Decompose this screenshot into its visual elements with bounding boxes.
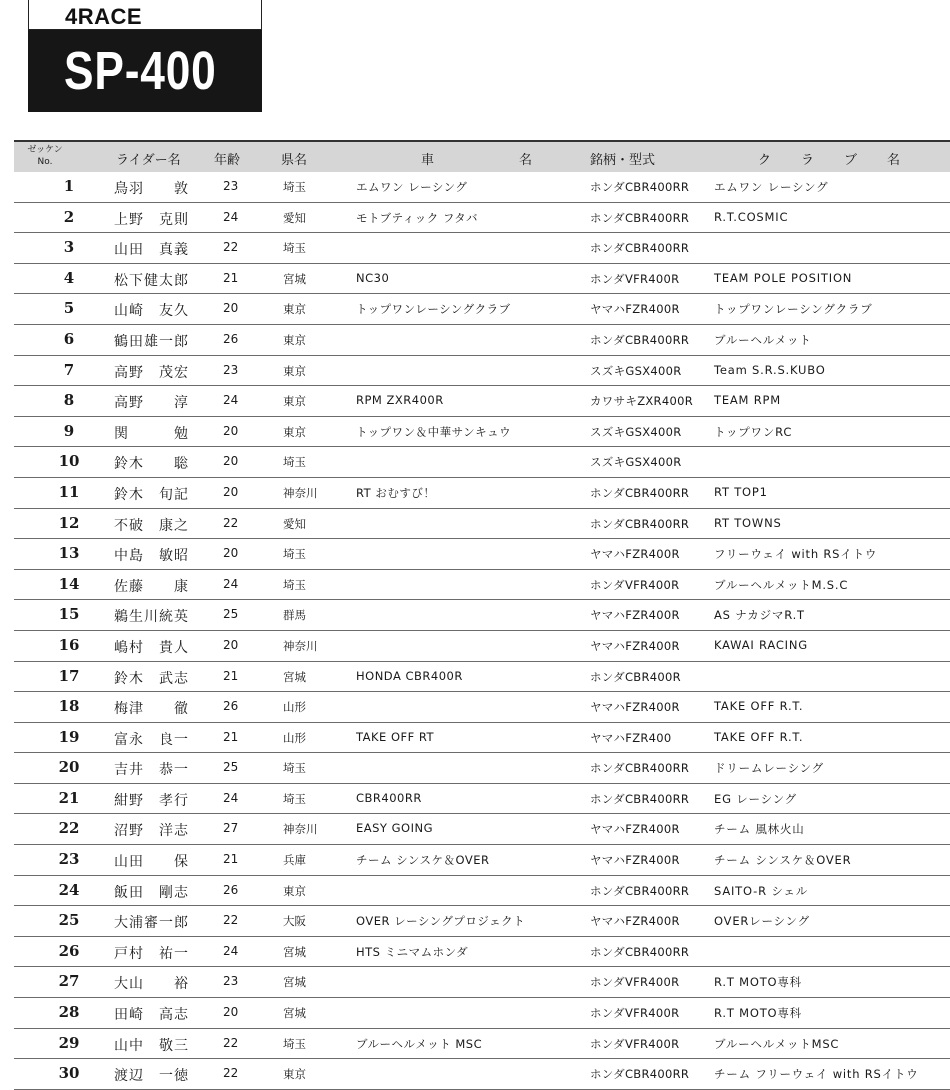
- club-name: TAKE OFF R.T.: [714, 729, 804, 744]
- table-row: [14, 1029, 950, 1060]
- rider-name: 山田 真義: [114, 242, 189, 259]
- team-name: エムワン レーシング: [356, 180, 468, 194]
- club-name: OVERレーシング: [714, 914, 810, 929]
- rider-age: 20: [223, 484, 239, 499]
- machine-model: ホンダCBR400RR: [590, 761, 690, 776]
- rider-name: 大山 裕: [114, 976, 189, 993]
- club-name: RT TOP1: [714, 484, 768, 499]
- team-name: チーム シンスケ＆OVER: [356, 853, 490, 868]
- machine-model: ホンダVFR400R: [590, 577, 680, 592]
- machine-model: ホンダCBR400RR: [590, 1067, 690, 1082]
- rider-name: 鈴木 武志: [114, 670, 189, 687]
- race-class-title: SP-400: [64, 41, 217, 101]
- rider-age: 20: [223, 423, 239, 438]
- team-name: EASY GOING: [356, 821, 433, 836]
- rider-name: 関 勉: [114, 425, 189, 442]
- rider-prefecture: 埼玉: [283, 455, 306, 470]
- machine-model: ヤマハFZR400R: [590, 638, 680, 653]
- entry-number: 4: [63, 268, 75, 287]
- entry-number: 24: [58, 880, 80, 899]
- table-row: [14, 967, 950, 998]
- entry-number: 12: [58, 513, 80, 532]
- race-header: [28, 0, 262, 112]
- rider-name: 沼野 洋志: [114, 823, 189, 840]
- club-name: ブルーヘルメット: [714, 332, 812, 347]
- entry-number: 17: [58, 666, 80, 685]
- rider-age: 26: [223, 699, 239, 714]
- table-row: [14, 356, 950, 387]
- rider-age: 26: [223, 331, 239, 346]
- rider-name: 中島 敏昭: [114, 548, 189, 565]
- entry-number: 2: [63, 207, 75, 226]
- rider-age: 22: [223, 913, 239, 928]
- table-row: [14, 814, 950, 845]
- club-name: フリーウェイ with RSイトウ: [714, 547, 878, 562]
- club-name: R.T MOTO専科: [714, 1006, 802, 1021]
- table-row: [14, 509, 950, 540]
- club-name: R.T.COSMIC: [714, 209, 789, 224]
- table-row: [14, 600, 950, 631]
- rider-prefecture: 大阪: [283, 914, 306, 929]
- table-row: [14, 478, 950, 509]
- rider-name: 田崎 高志: [114, 1007, 189, 1024]
- rider-prefecture: 東京: [283, 332, 306, 347]
- machine-model: ホンダCBR400RR: [590, 332, 690, 347]
- entry-number: 11: [58, 482, 80, 501]
- table-row: [14, 631, 950, 662]
- entry-number: 5: [63, 299, 75, 318]
- entry-number: 6: [63, 329, 75, 348]
- entry-number: 10: [58, 452, 80, 471]
- rider-prefecture: 東京: [283, 302, 306, 317]
- club-name: チーム 風林火山: [714, 822, 805, 837]
- club-name: TAKE OFF R.T.: [714, 699, 804, 714]
- header-rider: ライダー名: [116, 153, 181, 168]
- team-name: NC30: [356, 270, 390, 285]
- entry-number: 9: [63, 421, 75, 440]
- rider-age: 23: [223, 362, 239, 377]
- table-row: [14, 570, 950, 601]
- rider-age: 23: [223, 179, 239, 193]
- rider-age: 25: [223, 760, 239, 775]
- club-name: TEAM RPM: [714, 393, 781, 408]
- table-row: [14, 692, 950, 723]
- machine-model: ホンダVFR400R: [590, 1006, 680, 1021]
- entry-number: 30: [58, 1064, 80, 1083]
- rider-name: 梅津 徹: [114, 701, 189, 718]
- entry-number: 29: [58, 1033, 80, 1052]
- table-row: [14, 662, 950, 693]
- club-name: ブルーヘルメットM.S.C: [714, 577, 849, 592]
- club-name: R.T MOTO専科: [714, 975, 802, 990]
- club-name: ブルーヘルメットMSC: [714, 1036, 840, 1051]
- rider-age: 21: [223, 852, 239, 867]
- machine-model: ホンダCBR400RR: [590, 944, 690, 959]
- rider-age: 27: [223, 821, 239, 836]
- machine-model: ホンダCBR400RR: [590, 791, 690, 806]
- table-row: [14, 539, 950, 570]
- table-row: [14, 264, 950, 295]
- table-row: [14, 386, 950, 417]
- team-name: トップワン＆中華サンキュウ: [356, 424, 512, 439]
- table-row: [14, 753, 950, 784]
- rider-name: 高野 淳: [114, 395, 189, 412]
- club-name: トップワンレーシングクラブ: [714, 302, 873, 317]
- table-row: [14, 203, 950, 234]
- rider-prefecture: 宮城: [283, 271, 306, 286]
- entry-number: 22: [58, 819, 80, 838]
- header-club: クラブ名: [758, 153, 931, 168]
- entry-number: 1: [63, 177, 75, 195]
- rider-age: 21: [223, 668, 239, 683]
- team-name: HTS ミニマムホンダ: [356, 944, 469, 959]
- header-number-line1: ゼッケン: [27, 145, 63, 155]
- machine-model: ホンダVFR400R: [590, 975, 680, 990]
- entry-number: 20: [58, 758, 80, 777]
- rider-prefecture: 兵庫: [283, 853, 306, 868]
- machine-model: ホンダCBR400RR: [590, 883, 690, 898]
- machine-model: ヤマハFZR400R: [590, 608, 680, 623]
- machine-model: ホンダCBR400R: [590, 669, 681, 684]
- machine-model: ヤマハFZR400R: [590, 853, 680, 868]
- entry-number: 25: [58, 911, 80, 930]
- rider-name: 山中 敬三: [114, 1037, 189, 1054]
- rider-prefecture: 神奈川: [283, 638, 318, 653]
- entry-number: 28: [58, 1003, 80, 1022]
- rider-prefecture: 愛知: [283, 516, 306, 531]
- rider-prefecture: 山形: [283, 730, 306, 745]
- entry-number: 7: [63, 360, 75, 379]
- rider-name: 鳥羽 敦: [114, 181, 189, 197]
- table-row: [14, 876, 950, 907]
- machine-model: ヤマハFZR400R: [590, 914, 680, 929]
- team-name: CBR400RR: [356, 790, 422, 805]
- rider-prefecture: 宮城: [283, 944, 306, 959]
- rider-age: 20: [223, 637, 239, 652]
- header-age: 年齢: [214, 153, 241, 168]
- table-row: [14, 723, 950, 754]
- rider-name: 富永 良一: [114, 731, 189, 748]
- entry-number: 26: [58, 941, 80, 960]
- rider-name: 鵜生川統英: [114, 609, 189, 626]
- rider-name: 戸村 祐一: [114, 945, 189, 962]
- header-number-line2: No.: [37, 157, 53, 167]
- rider-age: 24: [223, 943, 239, 958]
- machine-model: スズキGSX400R: [590, 424, 682, 439]
- club-name: KAWAI RACING: [714, 637, 808, 652]
- club-name: Team S.R.S.KUBO: [714, 362, 826, 377]
- table-row: [14, 325, 950, 356]
- table-row: [14, 417, 950, 448]
- rider-name: 吉井 恭一: [114, 762, 189, 779]
- entry-number: 19: [58, 727, 80, 746]
- table-row: [14, 784, 950, 815]
- rider-prefecture: 埼玉: [283, 791, 306, 806]
- rider-age: 22: [223, 1035, 239, 1050]
- team-name: HONDA CBR400R: [356, 668, 463, 683]
- rider-name: 山崎 友久: [114, 303, 189, 320]
- club-name: RT TOWNS: [714, 515, 782, 530]
- machine-model: ヤマハFZR400: [590, 730, 672, 745]
- rider-age: 24: [223, 576, 239, 591]
- rider-name: 紺野 孝行: [114, 792, 189, 809]
- table-row: [14, 233, 950, 264]
- rider-age: 20: [223, 1005, 239, 1020]
- team-name: RPM ZXR400R: [356, 393, 444, 408]
- rider-prefecture: 東京: [283, 1067, 306, 1082]
- table-row: [14, 294, 950, 325]
- rider-prefecture: 東京: [283, 424, 306, 439]
- entry-number: 15: [58, 605, 80, 624]
- rider-prefecture: 埼玉: [283, 577, 306, 592]
- header-team-2: 名: [519, 153, 533, 168]
- club-name: AS ナカジマR.T: [714, 608, 805, 623]
- rider-age: 20: [223, 301, 239, 316]
- rider-prefecture: 宮城: [283, 669, 306, 684]
- rider-name: 鈴木 旬記: [114, 486, 189, 503]
- rider-prefecture: 宮城: [283, 1006, 306, 1021]
- rider-prefecture: 埼玉: [283, 547, 306, 562]
- machine-model: ヤマハFZR400R: [590, 822, 680, 837]
- rider-age: 26: [223, 882, 239, 897]
- rider-age: 22: [223, 1066, 239, 1081]
- race-class-box: [28, 30, 262, 112]
- entry-number: 8: [63, 391, 75, 410]
- table-header: [14, 140, 950, 172]
- rider-age: 22: [223, 240, 239, 255]
- club-name: TEAM POLE POSITION: [714, 270, 853, 285]
- machine-model: ヤマハFZR400R: [590, 302, 680, 317]
- rider-age: 23: [223, 974, 239, 989]
- machine-model: ホンダCBR400RR: [590, 485, 690, 500]
- entry-number: 18: [58, 697, 80, 716]
- club-name: SAITO-R シェル: [714, 883, 809, 898]
- machine-model: ホンダCBR400RR: [590, 180, 690, 194]
- rider-name: 嶋村 貴人: [114, 639, 189, 656]
- rider-name: 佐藤 康: [114, 578, 189, 595]
- entry-number: 23: [58, 850, 80, 869]
- team-name: OVER レーシングプロジェクト: [356, 914, 526, 929]
- rider-prefecture: 神奈川: [283, 822, 318, 837]
- machine-model: スズキGSX400R: [590, 455, 682, 470]
- table-row: [14, 998, 950, 1029]
- machine-model: カワサキZXR400R: [590, 394, 693, 409]
- rider-age: 20: [223, 454, 239, 469]
- table-row: [14, 1059, 950, 1090]
- team-name: モトブティック フタバ: [356, 210, 478, 225]
- header-number: [14, 144, 76, 168]
- entry-number: 16: [58, 635, 80, 654]
- rider-prefecture: 埼玉: [283, 1036, 306, 1051]
- machine-model: スズキGSX400R: [590, 363, 682, 378]
- race-label: 4RACE: [65, 4, 143, 29]
- machine-model: ヤマハFZR400R: [590, 700, 680, 715]
- entry-number: 27: [58, 972, 80, 991]
- table-body: [14, 172, 950, 1090]
- team-name: RT おむすび！: [356, 485, 436, 500]
- rider-name: 松下健太郎: [114, 272, 189, 289]
- rider-prefecture: 埼玉: [283, 761, 306, 776]
- rider-prefecture: 山形: [283, 700, 306, 715]
- rider-name: 山田 保: [114, 854, 189, 871]
- rider-name: 鶴田雄一郎: [114, 333, 189, 350]
- rider-age: 24: [223, 209, 239, 224]
- rider-prefecture: 埼玉: [283, 241, 306, 256]
- rider-prefecture: 埼玉: [283, 180, 306, 194]
- club-name: トップワンRC: [714, 424, 793, 439]
- club-name: チーム フリーウェイ with RSイトウ: [714, 1067, 919, 1082]
- entry-number: 14: [58, 574, 80, 593]
- rider-prefecture: 群馬: [283, 608, 306, 623]
- table-row: [14, 172, 950, 203]
- rider-prefecture: 神奈川: [283, 485, 318, 500]
- machine-model: ホンダCBR400RR: [590, 516, 690, 531]
- machine-model: ホンダVFR400R: [590, 271, 680, 286]
- rider-prefecture: 東京: [283, 883, 306, 898]
- table-row: [14, 906, 950, 937]
- entry-number: 21: [58, 788, 80, 807]
- entry-number: 3: [63, 238, 75, 257]
- race-label-box: [28, 0, 262, 30]
- club-name: エムワン レーシング: [714, 180, 829, 194]
- header-machine: 銘柄・型式: [590, 153, 656, 168]
- rider-age: 21: [223, 729, 239, 744]
- header-team-1: 車: [421, 153, 435, 168]
- rider-age: 22: [223, 515, 239, 530]
- rider-age: 24: [223, 393, 239, 408]
- machine-model: ヤマハFZR400R: [590, 547, 680, 562]
- rider-age: 25: [223, 607, 239, 622]
- team-name: TAKE OFF RT: [356, 729, 435, 744]
- rider-name: 高野 茂宏: [114, 364, 189, 381]
- club-name: ドリームレーシング: [714, 761, 824, 776]
- team-name: ブルーヘルメット MSC: [356, 1036, 483, 1051]
- team-name: トップワンレーシングクラブ: [356, 302, 511, 317]
- rider-age: 24: [223, 790, 239, 805]
- rider-age: 20: [223, 546, 239, 561]
- entry-list-table: [14, 140, 950, 1090]
- club-name: チーム シンスケ＆OVER: [714, 853, 852, 868]
- rider-age: 21: [223, 270, 239, 285]
- rider-name: 飯田 剛志: [114, 884, 189, 901]
- machine-model: ホンダCBR400RR: [590, 241, 690, 256]
- rider-name: 上野 克則: [114, 211, 189, 228]
- rider-prefecture: 愛知: [283, 210, 306, 225]
- entry-number: 13: [58, 544, 80, 563]
- club-name: EG レーシング: [714, 791, 797, 806]
- table-row: [14, 447, 950, 478]
- rider-prefecture: 宮城: [283, 975, 306, 990]
- table-row: [14, 845, 950, 876]
- machine-model: ホンダCBR400RR: [590, 210, 690, 225]
- rider-name: 大浦審一郎: [114, 915, 189, 932]
- header-prefecture: 県名: [281, 153, 308, 168]
- rider-prefecture: 東京: [283, 363, 306, 378]
- rider-name: 鈴木 聡: [114, 456, 189, 473]
- machine-model: ホンダVFR400R: [590, 1036, 680, 1051]
- rider-prefecture: 東京: [283, 394, 306, 409]
- table-row: [14, 937, 950, 968]
- rider-name: 渡辺 一徳: [114, 1068, 189, 1085]
- rider-name: 不破 康之: [114, 517, 189, 534]
